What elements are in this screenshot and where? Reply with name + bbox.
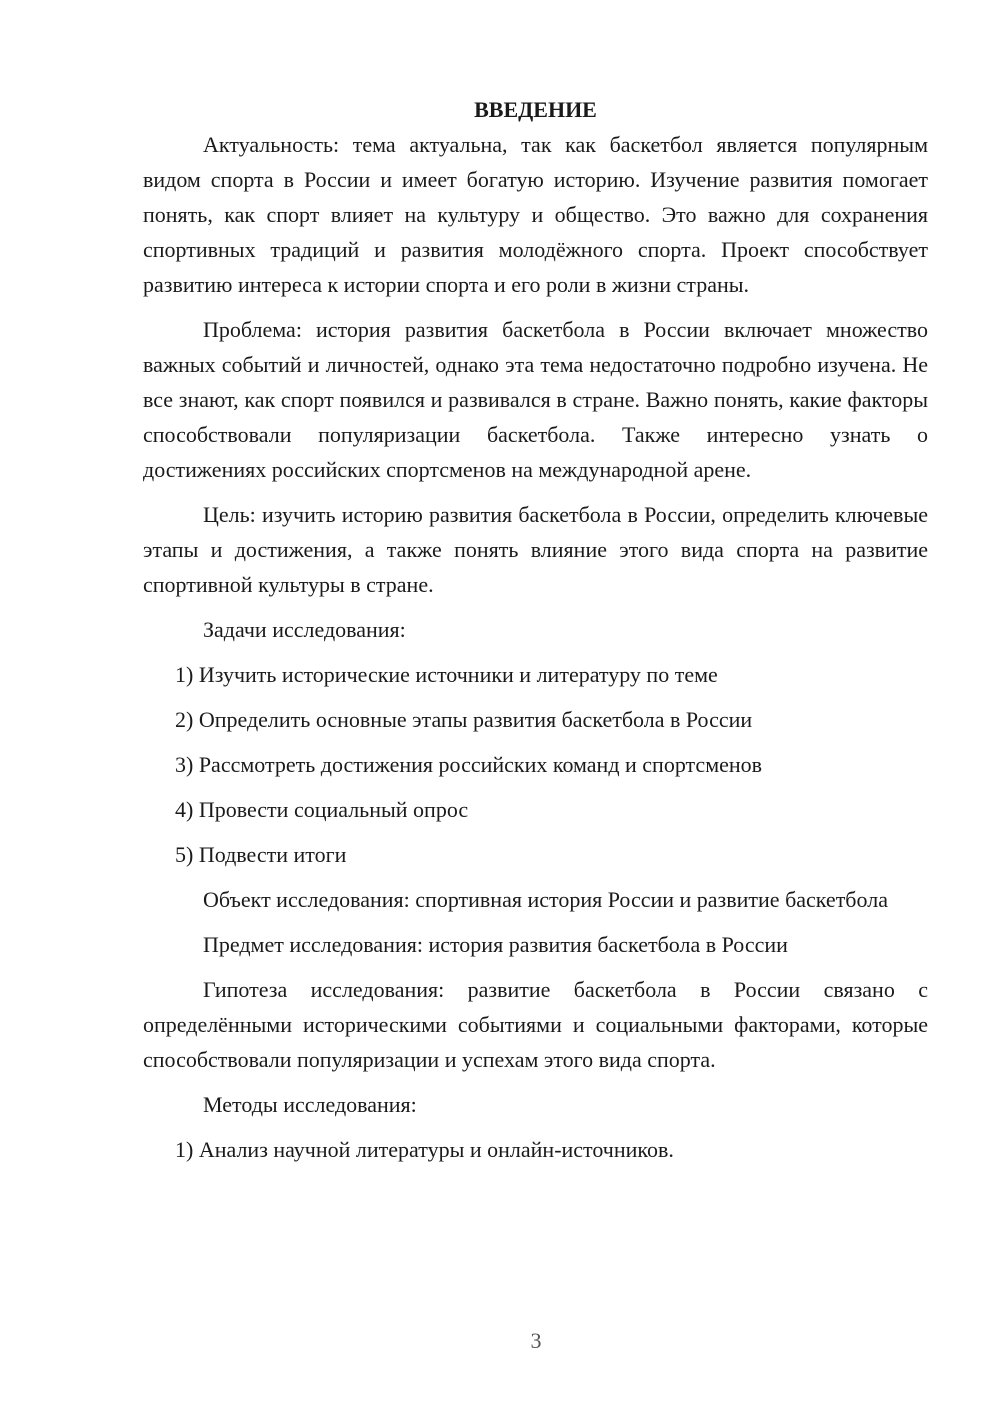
relevance-paragraph: Актуальность: тема актуальна, так как баскетбол является популярным видом спорта в России и имеет богатую историю. Изучение развития помогает понять, как спорт влияет на культуру и общество. Это важно для сохранения спортивных традиций и развития молодёжного спорта. Проект способствует развитию интереса к истории спорта и его роли в жизни страны. [143,132,928,297]
problem-paragraph: Проблема: история развития баскетбола в России включает множество важных событий и личностей, однако эта тема недостаточно подробно изучена. Не все знают, как спорт появился и развивался в стране. Важно понять, какие факторы способствовали популяризации баскетбола. Также интересно узнать о достижениях российских спортсменов на международной арене. [143,317,928,482]
goal-paragraph: Цель: изучить историю развития баскетбола в России, определить ключевые этапы и достижения, а также понять влияние этого вида спорта на развитие спортивной культуры в стране. [143,502,928,597]
method-item-1: 1) Анализ научной литературы и онлайн-источников. [175,1137,674,1162]
document-page [143,92,928,1167]
page-number: 3 [530,1328,542,1353]
hypothesis-paragraph: Гипотеза исследования: развитие баскетбола в России связано с определёнными историческими событиями и социальными факторами, которые способствовали популяризации и успехам этого вида спорта. [143,977,928,1072]
task-item-4: 4) Провести социальный опрос [175,797,469,822]
section-title: ВВЕДЕНИЕ [474,97,597,122]
subject-paragraph: Предмет исследования: история развития баскетбола в России [203,932,788,957]
task-item-5: 5) Подвести итоги [175,842,347,867]
task-item-2: 2) Определить основные этапы развития баскетбола в России [175,707,753,732]
methods-heading: Методы исследования: [203,1092,417,1117]
task-item-1: 1) Изучить исторические источники и литературу по теме [175,662,718,687]
tasks-heading: Задачи исследования: [203,617,406,642]
task-item-3: 3) Рассмотреть достижения российских команд и спортсменов [175,752,763,777]
object-paragraph: Объект исследования: спортивная история России и развитие баскетбола [203,887,888,912]
